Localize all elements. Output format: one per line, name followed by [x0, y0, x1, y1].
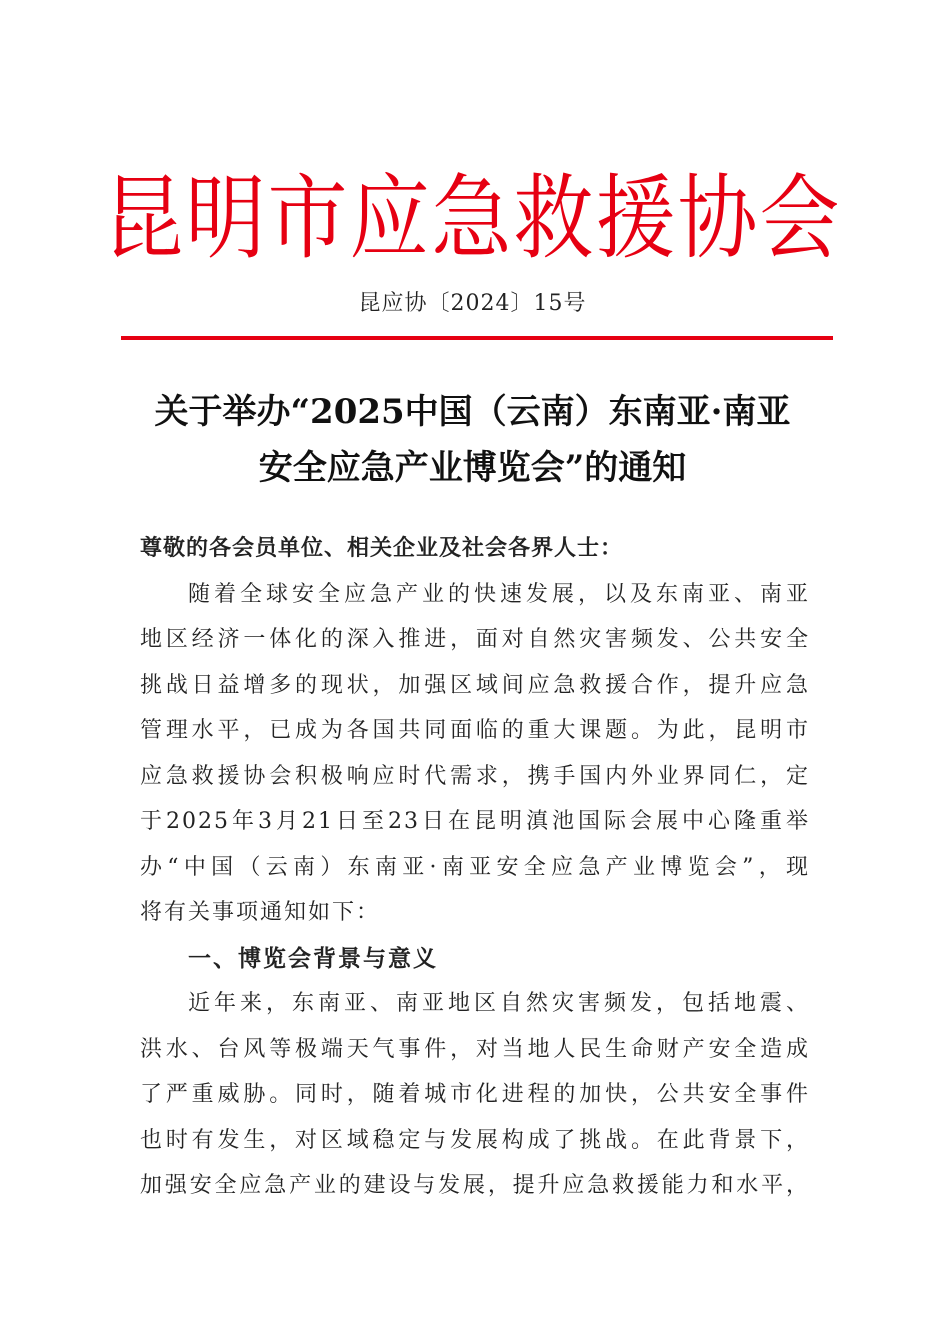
- section-1-heading: 一、博览会背景与意义: [188, 944, 438, 972]
- paragraph-line: 地区经济一体化的深入推进，面对自然灾害频发、公共安全: [140, 627, 810, 652]
- paragraph-line: 加强安全应急产业的建设与发展，提升应急救援能力和水平，: [140, 1173, 810, 1198]
- notice-title: [110, 384, 835, 496]
- organization-name-header: 昆明市应急救援协会: [103, 164, 842, 272]
- paragraph-line: 洪水、台风等极端天气事件，对当地人民生命财产安全造成: [140, 1036, 810, 1062]
- paragraph-line: 随着全球安全应急产业的快速发展，以及东南亚、南亚: [188, 581, 810, 607]
- paragraph-line: 应急救援协会积极响应时代需求，携手国内外业界同仁，定: [140, 763, 810, 789]
- paragraph-line: 了严重威胁。同时，随着城市化进程的加快，公共安全事件: [140, 1082, 810, 1107]
- paragraph-line: 将有关事项通知如下：: [140, 900, 381, 925]
- paragraph-1: [140, 572, 810, 936]
- document-number: 昆应协〔2024〕15号: [358, 291, 587, 316]
- notice-title-line-2: 安全应急产业博览会”的通知: [258, 448, 687, 488]
- paragraph-line: 办“中国（云南）东南亚·南亚安全应急产业博览会”，现: [140, 854, 810, 880]
- paragraph-line: 也时有发生，对区域稳定与发展构成了挑战。在此背景下，: [140, 1127, 810, 1153]
- paragraph-line: 管理水平，已成为各国共同面临的重大课题。为此，昆明市: [140, 718, 810, 743]
- notice-title-line-1: 关于举办“2025中国（云南）东南亚·南亚: [154, 392, 791, 432]
- paragraph-line: 近年来，东南亚、南亚地区自然灾害频发，包括地震、: [188, 991, 810, 1016]
- paragraph-line: 于2025年3月21日至23日在昆明滇池国际会展中心隆重举: [140, 809, 810, 834]
- paragraph-2: [140, 981, 810, 1209]
- paragraph-line: 挑战日益增多的现状，加强区域间应急救援合作，提升应急: [140, 672, 810, 698]
- salutation: 尊敬的各会员单位、相关企业及社会各界人士：: [140, 535, 624, 561]
- red-divider-line: [121, 336, 833, 340]
- notice-body: [140, 526, 810, 1209]
